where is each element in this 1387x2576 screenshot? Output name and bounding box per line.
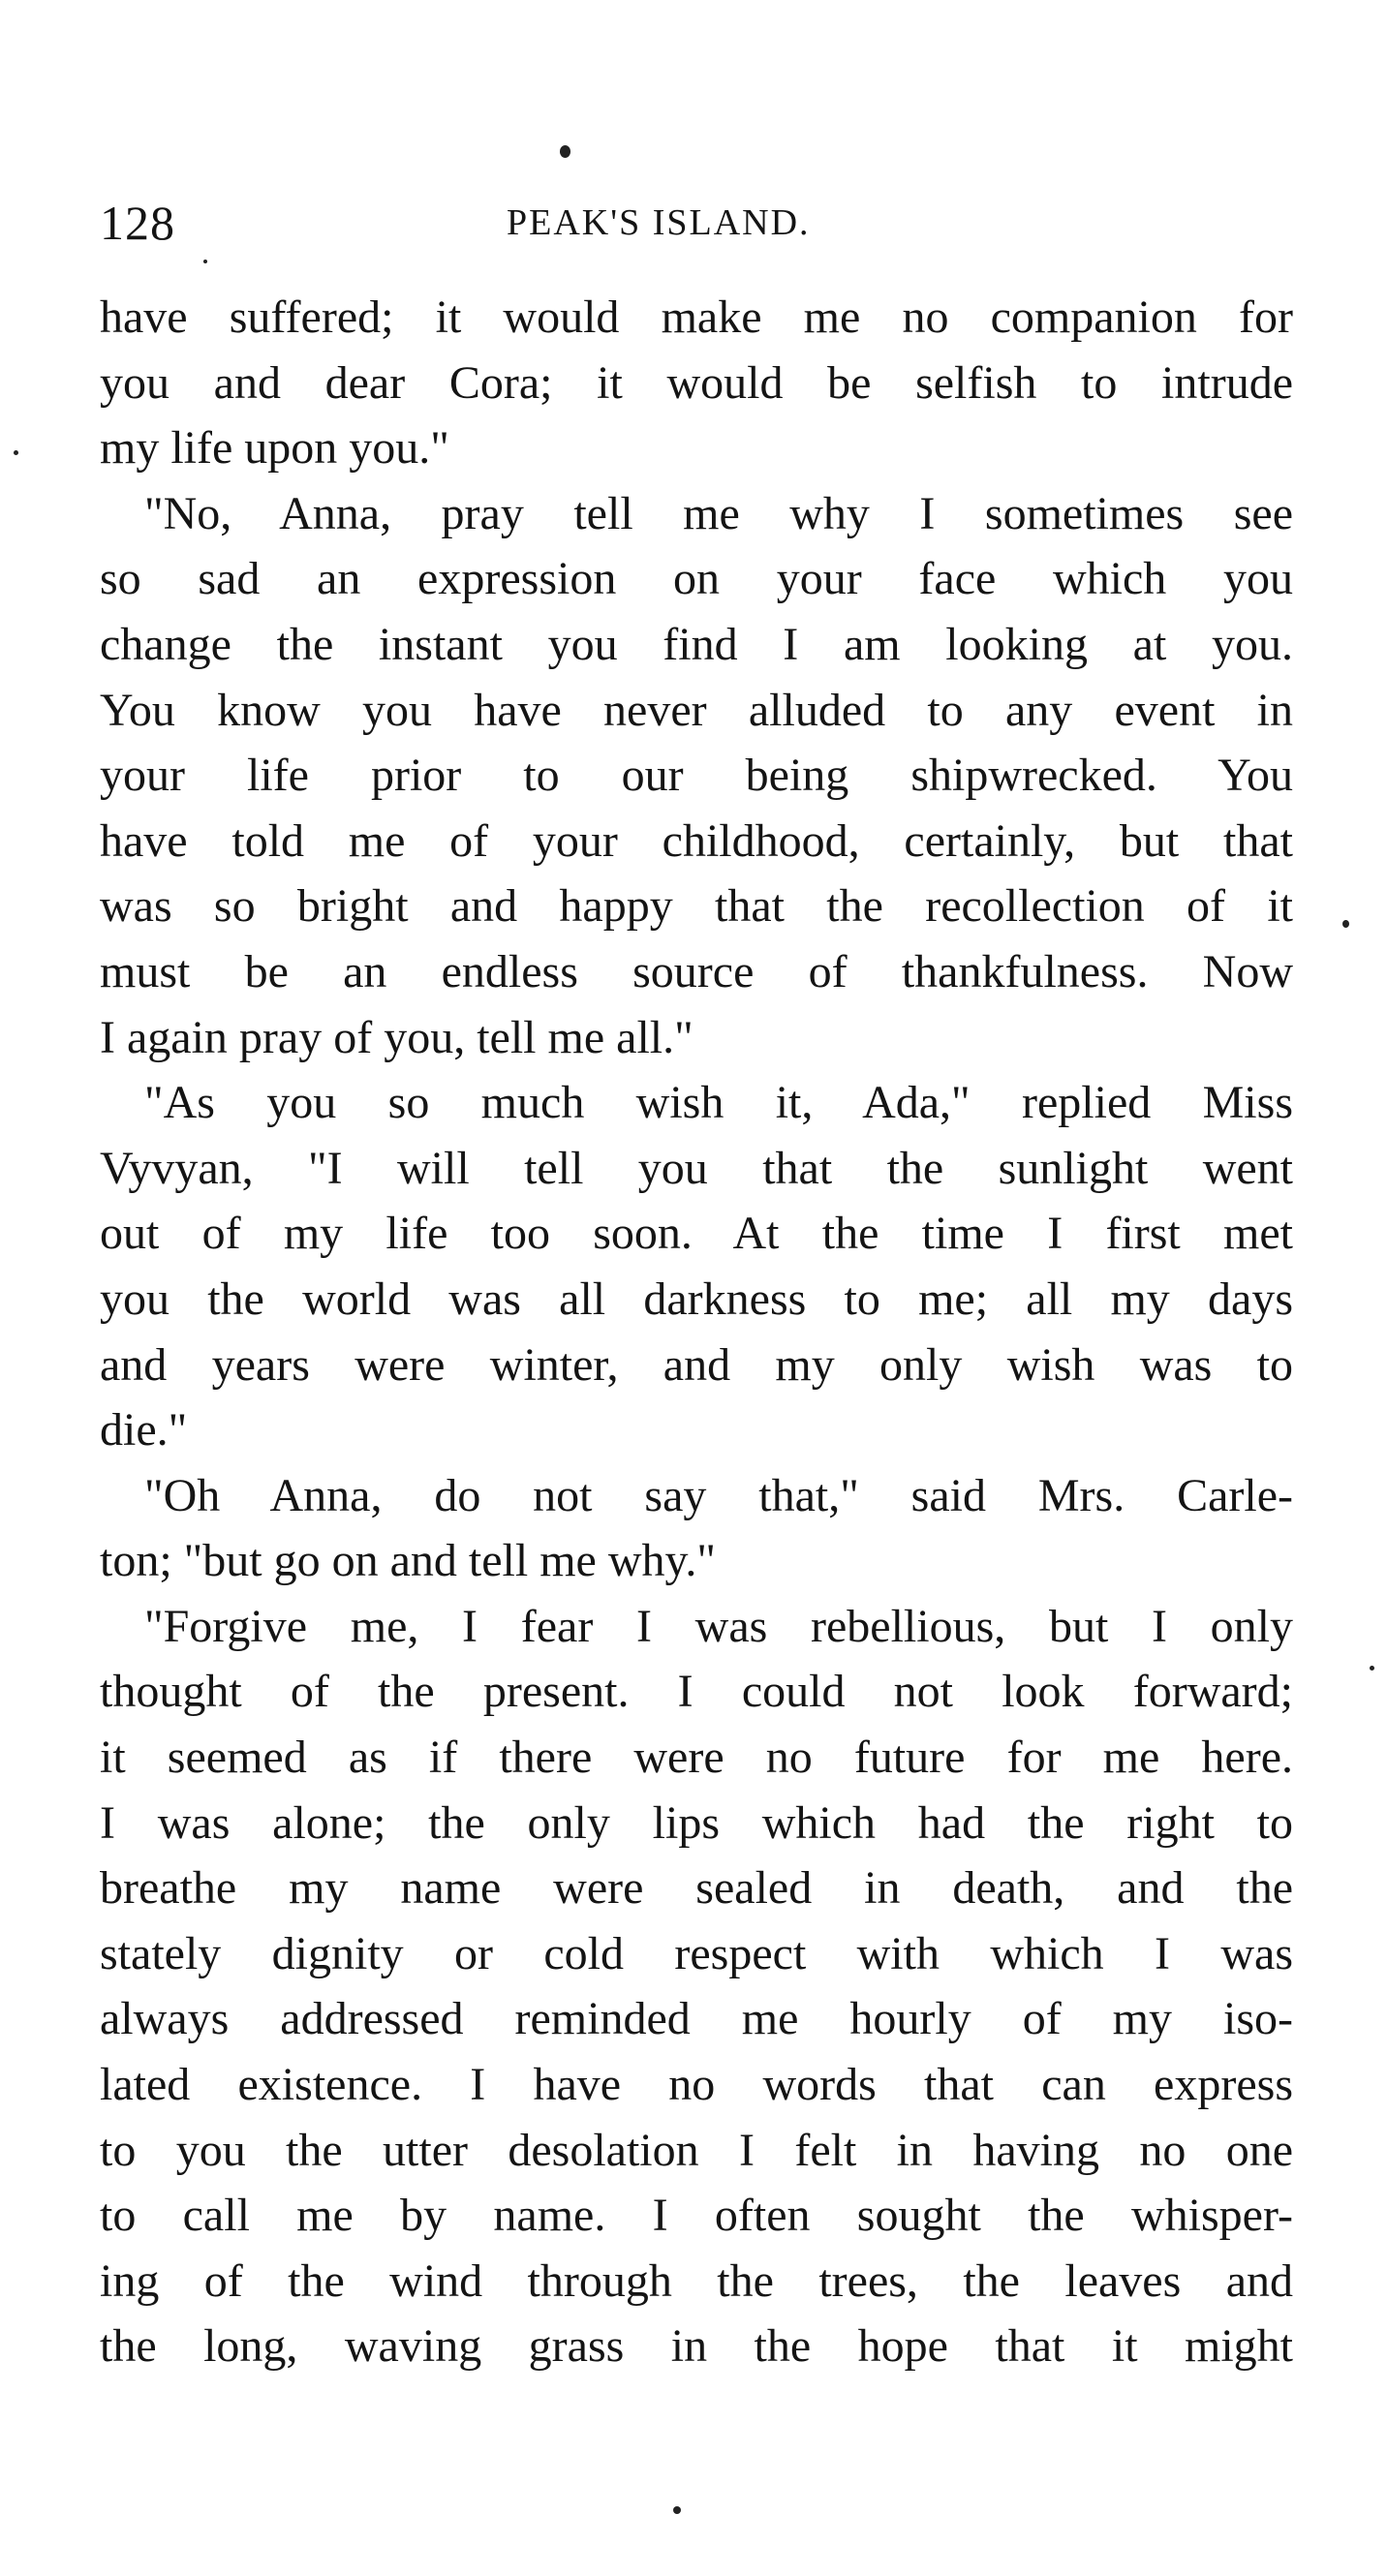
text-line: you the world was all darkness to me; all my days (100, 1273, 1293, 1325)
ink-speck (560, 145, 570, 158)
text-line: have told me of your childhood, certainly, but that (100, 814, 1293, 867)
text-line: "Forgive me, I fear I was rebellious, but I only (144, 1600, 1293, 1652)
text-line: ing of the wind through the trees, the leaves and (100, 2254, 1293, 2307)
running-head: PEAK'S ISLAND. (507, 202, 811, 243)
text-line: I was alone; the only lips which had the right to (100, 1796, 1293, 1849)
ink-speck (1342, 920, 1349, 928)
text-line: the long, waving grass in the hope that it might (100, 2320, 1293, 2373)
text-line: I again pray of you, tell me all." (100, 1011, 694, 1063)
ink-speck (14, 450, 18, 455)
page-header (100, 184, 1293, 261)
page-number: 128 (100, 196, 175, 250)
text-line: must be an endless source of thankfulness. Now (100, 945, 1293, 997)
text-line: lated existence. I have no words that can express (100, 2059, 1293, 2111)
text-line: die." (100, 1404, 188, 1457)
text-line: breathe my name were sealed in death, and the (100, 1862, 1293, 1915)
text-line: "Oh Anna, do not say that," said Mrs. Carle- (144, 1469, 1293, 1521)
text-line: you and dear Cora; it would be selfish to intrude (100, 356, 1293, 409)
text-line: and years were winter, and my only wish was to (100, 1338, 1293, 1391)
text-line: always addressed reminded me hourly of my iso- (100, 1993, 1293, 2045)
ink-speck (1370, 1666, 1374, 1671)
text-line: to you the utter desolation I felt in having no one (100, 2124, 1293, 2176)
body-text (100, 285, 1293, 2379)
text-line: stately dignity or cold respect with which I was (100, 1927, 1293, 1979)
text-line: your life prior to our being shipwrecked. You (100, 750, 1293, 802)
text-line: my life upon you." (100, 422, 449, 475)
ink-speck (673, 2506, 681, 2514)
text-line: to call me by name. I often sought the whisper- (100, 2190, 1293, 2242)
text-line: "As you so much wish it, Ada," replied Miss (144, 1077, 1293, 1129)
text-line: thought of the present. I could not look forward; (100, 1666, 1293, 1718)
text-line: ton; "but go on and tell me why." (100, 1535, 716, 1587)
text-line: have suffered; it would make me no companion for (100, 291, 1293, 343)
text-line: Vyvyan, "I will tell you that the sunlight went (100, 1142, 1293, 1194)
text-line: You know you have never alluded to any event in (100, 684, 1293, 736)
text-line: "No, Anna, pray tell me why I sometimes see (144, 487, 1293, 539)
text-line: out of my life too soon. At the time I first met (100, 1208, 1293, 1260)
text-line: so sad an expression on your face which you (100, 553, 1293, 605)
text-line: change the instant you find I am looking at you. (100, 618, 1293, 670)
text-line: was so bright and happy that the recollection of it (100, 880, 1293, 933)
text-line: it seemed as if there were no future for me here. (100, 1732, 1293, 1784)
